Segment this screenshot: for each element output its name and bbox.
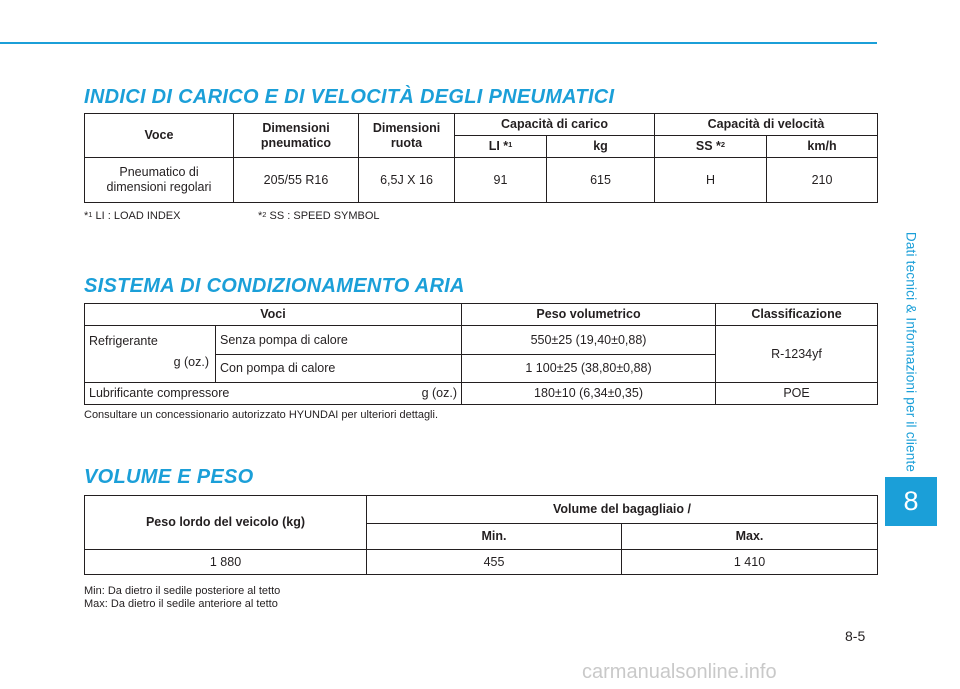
table-row — [85, 158, 878, 203]
refrigerant-weight-1: 550±25 (19,40±0,88) — [462, 326, 716, 355]
refrigerant-class: R-1234yf — [716, 326, 878, 383]
watermark: carmanualsonline.info — [582, 661, 777, 683]
tyre-size: 205/55 R16 — [234, 158, 359, 203]
header-luggage-volume: Volume del bagagliaio / — [367, 496, 878, 524]
chapter-side-label: Dati tecnici & Informazioni per il cliente — [903, 231, 919, 473]
header-kg: kg — [547, 136, 655, 158]
header-weight: Peso volumetrico — [462, 304, 716, 326]
gross-weight-value: 1 880 — [85, 550, 367, 575]
row-label: Pneumatico di dimensioni regolari — [85, 158, 234, 203]
header-load-capacity: Capacità di carico — [455, 114, 655, 136]
refrigerant-type-1: Senza pompa di calore — [216, 326, 462, 355]
table-row — [85, 383, 878, 405]
header-ss: SS *$^2$ — [655, 136, 767, 158]
header-li: LI *$^1$ — [455, 136, 547, 158]
refrigerant-cell — [85, 326, 216, 383]
load-kg: 615 — [547, 158, 655, 203]
chapter-number-tab — [885, 477, 937, 526]
lubricant-cell — [85, 383, 462, 405]
header-rule — [0, 42, 877, 44]
volume-section-title: VOLUME E PESO — [84, 466, 254, 488]
header-speed-capacity: Capacità di velocità — [655, 114, 878, 136]
chapter-number: 8 — [903, 486, 919, 516]
lubricant-unit: g (oz.) — [421, 386, 458, 400]
tyres-table — [84, 113, 878, 203]
refrigerant-label: Refrigerante — [89, 334, 158, 348]
header-rim-dimensions: Dimensioni ruota — [359, 114, 455, 158]
table-row — [85, 550, 878, 575]
speed-kmh: 210 — [767, 158, 878, 203]
volume-note-min: Min: Da dietro il sedile posteriore al tetto — [84, 585, 281, 597]
header-voci: Voci — [85, 304, 462, 326]
tyres-note-li: *$^1$ LI : LOAD INDEX — [84, 210, 181, 222]
refrigerant-weight-2: 1 100±25 (38,80±0,88) — [462, 355, 716, 383]
header-gross-weight: Peso lordo del veicolo (kg) — [85, 496, 367, 550]
lubricant-class: POE — [716, 383, 878, 405]
ac-note: Consultare un concessionario autorizzato HYUNDAI per ulteriori dettagli. — [84, 409, 439, 421]
header-tyre-dimensions: Dimensioni pneumatico — [234, 114, 359, 158]
page-number: 8-5 — [845, 628, 866, 644]
volume-note-max: Max: Da dietro il sedile anteriore al tetto — [84, 598, 278, 610]
ac-section-title: SISTEMA DI CONDIZIONAMENTO ARIA — [84, 275, 465, 297]
luggage-min-value: 455 — [367, 550, 622, 575]
refrigerant-unit: g (oz.) — [173, 355, 209, 369]
refrigerant-type-2: Con pompa di calore — [216, 355, 462, 383]
load-index: 91 — [455, 158, 547, 203]
speed-symbol: H — [655, 158, 767, 203]
rim-size: 6,5J X 16 — [359, 158, 455, 203]
luggage-max-value: 1 410 — [622, 550, 878, 575]
header-classification: Classificazione — [716, 304, 878, 326]
tyres-note-ss: *$^2$ SS : SPEED SYMBOL — [258, 210, 380, 222]
header-voce: Voce — [85, 114, 234, 158]
lubricant-weight: 180±10 (6,34±0,35) — [462, 383, 716, 405]
tyres-section-title: INDICI DI CARICO E DI VELOCITÀ DEGLI PNEUMATICI — [84, 86, 615, 108]
header-kmh: km/h — [767, 136, 878, 158]
header-min: Min. — [367, 524, 622, 550]
lubricant-label: Lubrificante compressore — [89, 386, 230, 400]
ac-table — [84, 303, 878, 405]
header-max: Max. — [622, 524, 878, 550]
table-row — [85, 326, 878, 355]
volume-table — [84, 495, 878, 575]
